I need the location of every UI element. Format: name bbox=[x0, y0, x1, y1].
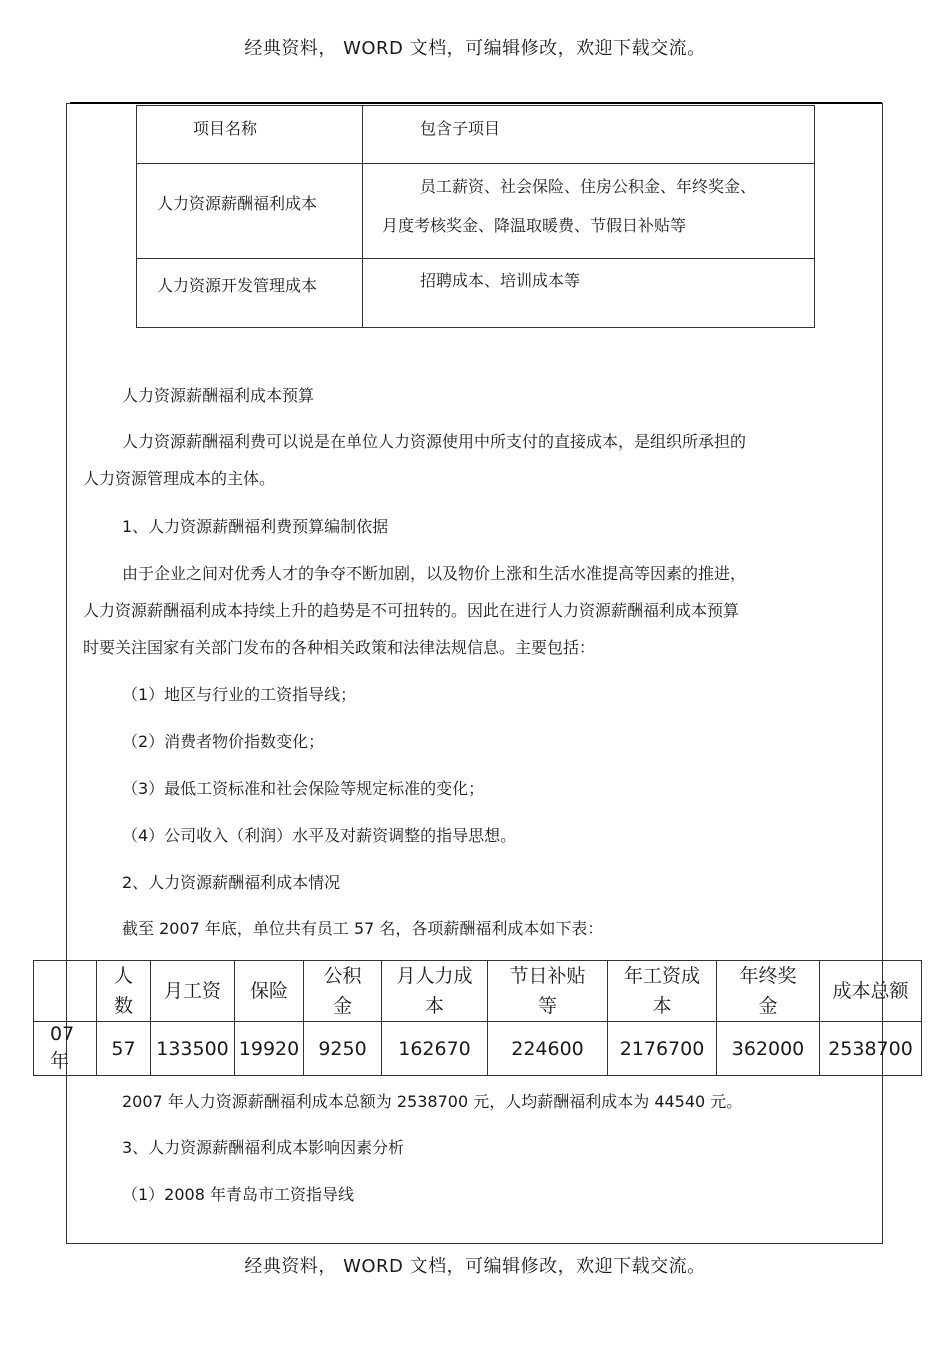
list-item: （2）消费者物价指数变化； bbox=[122, 732, 325, 751]
row-items-line2: 月度考核奖金、降温取暖费、节假日补贴等 bbox=[382, 216, 687, 235]
list-item: （3）最低工资标准和社会保险等规定标准的变化； bbox=[122, 779, 485, 798]
table-row bbox=[137, 259, 815, 328]
col-header-name: 项目名称 bbox=[193, 119, 258, 138]
category-table-header bbox=[137, 106, 815, 164]
table-row bbox=[34, 1022, 922, 1076]
page-footer: 经典资料， WORD 文档，可编辑修改，欢迎下载交流。 bbox=[244, 1256, 706, 1277]
cell-annual-wage-cost: 2176700 bbox=[608, 1022, 717, 1076]
header-cell: 年终奖金 bbox=[717, 961, 820, 1022]
list-item: （4）公司收入（利润）水平及对薪资调整的指导思想。 bbox=[122, 826, 517, 845]
cell-headcount: 57 bbox=[97, 1022, 151, 1076]
cell-monthly-wage: 133500 bbox=[151, 1022, 235, 1076]
header-cell: 成本总额 bbox=[820, 961, 922, 1022]
cell-total-cost: 2538700 bbox=[820, 1022, 922, 1076]
header-cell: 人数 bbox=[97, 961, 151, 1022]
year-label: 07 bbox=[50, 1023, 75, 1045]
header-cell bbox=[34, 961, 97, 1022]
header-cell: 节日补贴等 bbox=[488, 961, 608, 1022]
paragraph-line: 截至 2007 年底，单位共有员工 57 名，各项薪酬福利成本如下表： bbox=[122, 919, 604, 938]
paragraph-line: 人力资源薪酬福利费可以说是在单位人力资源使用中所支付的直接成本，是组织所承担的 bbox=[122, 432, 747, 451]
table-row bbox=[137, 164, 815, 259]
header-cell: 月人力成本 bbox=[382, 961, 488, 1022]
cell-monthly-cost: 162670 bbox=[382, 1022, 488, 1076]
row-name: 人力资源开发管理成本 bbox=[157, 276, 318, 295]
section-heading: 2、人力资源薪酬福利成本情况 bbox=[122, 873, 341, 892]
row-items-line1: 招聘成本、培训成本等 bbox=[420, 271, 581, 290]
section-heading: 1、人力资源薪酬福利费预算编制依据 bbox=[122, 517, 389, 536]
paragraph-line: 时要关注国家有关部门发布的各种相关政策和法律法规信息。主要包括： bbox=[83, 638, 596, 657]
list-item: （1）2008 年青岛市工资指导线 bbox=[122, 1185, 354, 1204]
summary-line: 2007 年人力资源薪酬福利成本总额为 2538700 元，人均薪酬福利成本为 44540 元。 bbox=[122, 1092, 743, 1111]
cost-table-header bbox=[34, 961, 922, 1022]
cell-holiday-allowance: 224600 bbox=[488, 1022, 608, 1076]
col-header-items: 包含子项目 bbox=[420, 119, 501, 138]
page-header: 经典资料， WORD 文档，可编辑修改，欢迎下载交流。 bbox=[244, 38, 706, 59]
row-items-line1: 员工薪资、社会保险、住房公积金、年终奖金、 bbox=[420, 177, 757, 196]
header-cell: 保险 bbox=[235, 961, 304, 1022]
section-heading: 3、人力资源薪酬福利成本影响因素分析 bbox=[122, 1138, 405, 1157]
heading: 人力资源薪酬福利成本预算 bbox=[122, 386, 315, 405]
cell-insurance: 19920 bbox=[235, 1022, 304, 1076]
list-item: （1）地区与行业的工资指导线； bbox=[122, 685, 357, 704]
row-name: 人力资源薪酬福利成本 bbox=[157, 194, 318, 213]
header-cell: 月工资 bbox=[151, 961, 235, 1022]
cell-housing-fund: 9250 bbox=[304, 1022, 382, 1076]
cell-year-end-bonus: 362000 bbox=[717, 1022, 820, 1076]
paragraph-line: 人力资源管理成本的主体。 bbox=[83, 469, 276, 488]
year-cell bbox=[34, 1022, 97, 1076]
category-table bbox=[136, 105, 815, 328]
paragraph-line: 由于企业之间对优秀人才的争夺不断加剧，以及物价上涨和生活水准提高等因素的推进， bbox=[122, 564, 747, 583]
paragraph-line: 人力资源薪酬福利成本持续上升的趋势是不可扭转的。因此在进行人力资源薪酬福利成本预算 bbox=[83, 601, 740, 620]
header-cell: 公积金 bbox=[304, 961, 382, 1022]
top-rule bbox=[70, 102, 882, 104]
year-unit: 年 bbox=[50, 1050, 70, 1072]
header-cell: 年工资成本 bbox=[608, 961, 717, 1022]
cost-table bbox=[33, 960, 922, 1076]
